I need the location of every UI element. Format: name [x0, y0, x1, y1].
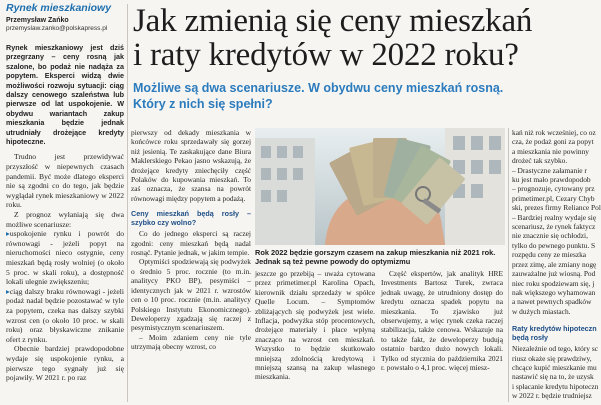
- body-paragraph: Co do jednego eksperci są raczej zgodni: ceny mieszkań będą nadal rosnąć. Pytanie jednak, w jakim tempie.: [131, 229, 251, 258]
- text-line: Niezależnie od tego, który sc: [512, 344, 598, 354]
- subheading: Ceny mieszkań będą rosły – szybko czy wolno?: [131, 209, 251, 228]
- deck-line: Możliwe są dwa scenariusze. W obydwu ceny mieszkań rosną.: [133, 81, 504, 95]
- text-line: niec roku spodziewam się, j: [512, 278, 595, 288]
- text-line: – Bardziej realny wydaje się: [512, 212, 597, 222]
- photo-caption: Rok 2022 będzie gorszym czasem na zakup mieszkania niż 2021 rok. Jednak są też pewne powody do optymizmu: [255, 248, 496, 266]
- text-column-3: [255, 269, 375, 382]
- section-rubric: Rynek mieszkaniowy: [6, 2, 112, 14]
- text-line: cza, że podaż goni za popyt: [512, 137, 594, 147]
- text-line: scenariusz, że rynek faktycz: [512, 222, 596, 232]
- text-line: primetimer.pl, Cezary Chyb: [512, 193, 595, 203]
- text-line: w dużych miastach.: [512, 306, 571, 316]
- headline-line: Jak zmienią się ceny mieszkań: [133, 3, 533, 39]
- body-paragraph: Część ekspertów, jak analityk HRE Investments Bartosz Turek, zwraca jednak uwagę, że utrudniony dostęp do kredytu oznacza spadek popytu na mieszkania. To zjawisko już obserwujemy, a więc rynek czeka raczej stabilizacja, także cenowa. Wskazuje na to także fakt, że deweloperzy budują ostatnio bardzo dużo nowych lokali. Tylko od stycznia do października 2021 r. powstało o 4,1 proc. więcej miesz-: [381, 269, 503, 373]
- bullet-item: ▸ uspokojenie rynku i powrót do równowagi - jeżeli popyt na nieruchomości nieco ostygnie, ceny mieszkań będą rosły wolniej (o około 5 proc. w skali roku), a dostępność lokali ulegnie zwiększeniu;: [6, 229, 124, 287]
- text-column-2: [131, 128, 251, 352]
- text-line: rozpędu ceny ze mieszka: [512, 250, 587, 260]
- bullet-item: ▸ ciąg dalszy braku równowagi - jeżeli podaż nadal będzie pozostawać w tyle za popytem, czeka nas dalszy szybki wzrost cen (o około 10 proc. w skali roku) oraz błyskawiczne znikanie ofert z rynku.: [6, 287, 124, 345]
- text-line: drożeć tak szybko.: [512, 156, 568, 166]
- body-paragraph: jeszcze go przebiją – uważa cytowana przez primetimer.pl Karolina Opach, kierownik działu sprzedaży w spółce Quelle Locum. – Symptomów zbliżających się podwyżek jest wiele. Inflacja, podwyżka stóp procentowych, drożejące materiały i płace wpłyną znacząco na wzrost cen mieszkań. Wszystko to będzie skutkowało mniejszą zdolnością kredytową i mniejszą szansą na zakup własnego mieszkania.: [255, 269, 375, 382]
- text-line: w 2022 r. będzie trudniejsz: [512, 391, 592, 401]
- headline-line: i raty kredytów w 2022 roku?: [133, 37, 519, 73]
- body-paragraph: Obecnie bardziej prawdopodobne wydaje się uspokojenie rynku, a pierwsze tego sygnały już się pojawiły. W 2021 r. po raz: [6, 344, 124, 383]
- column-divider: [127, 4, 128, 402]
- column-divider: [508, 128, 509, 402]
- text-line: – prognozuje, cytowany prz: [512, 184, 595, 194]
- article-photo: [255, 128, 505, 245]
- body-paragraph: – Moim zdaniem ceny nie tyle utrzymają obecny wzrost, co: [131, 332, 251, 352]
- text-line: nastawić się na to, że uzysk: [512, 372, 594, 382]
- author-email: przemyslaw.zanko@polskapress.pl: [6, 25, 108, 32]
- text-line: a mieszkania nie powinny: [512, 146, 589, 156]
- lead-paragraph: Rynek mieszkaniowy jest dziś przegrzany – ceny rosną jak szalone, bo podaż nie nadąża za popytem. Eksperci widzą dwie możliwości rozwoju sytuacji: ciąg dalszy cenowego szaleństwa lub pierwsze od lat uspokojenie. W obydwu wariantach zakup mieszkania będzie jednak utrudniały drożejące kredyty hipoteczne.: [6, 43, 124, 147]
- deck: [133, 80, 578, 112]
- text-line: – Drastyczne załamanie r: [512, 165, 587, 175]
- money-keys-illustration: [255, 128, 505, 245]
- author-name: Przemysław Zańko: [6, 17, 69, 24]
- text-line: ski, prezes firmy Reliance Pol: [512, 203, 601, 213]
- text-line: nak większego wyhamowan: [512, 287, 596, 297]
- text-line: i spłacanie kredytu hipoteczn: [512, 381, 599, 391]
- text-column-4: [381, 269, 503, 372]
- text-line: nie znacznie się ochłodzi,: [512, 231, 588, 241]
- text-line: a nawet pewnych spadków: [512, 297, 592, 307]
- body-paragraph: pierwszy od dekady mieszkania w końcówce roku sprzedawały się gorzej niż jesienią. Te zaskakujące dane Biura Maklerskiego Pekao jasno wskazują, że drożejące kredyty zniechęciły część Polaków do kupowania mieszkań. To zaś oznacza, że szansa na powrót równowagi między popytem a podażą.: [131, 128, 251, 203]
- text-line: tylko do pewnego punktu. S: [512, 240, 596, 250]
- body-paragraph: Z prognoz wyłaniają się dwa możliwe scenariusze:: [6, 210, 124, 229]
- deck-line: Który z nich się spełni?: [133, 97, 273, 111]
- text-column-5: [512, 128, 601, 405]
- text-line: riusz okaże się prawdziwy,: [512, 353, 592, 363]
- headline: [133, 4, 580, 72]
- text-line: chcące kupić mieszkanie mu: [512, 362, 597, 372]
- body-paragraph: Optymiści spodziewają się podwyżek o średnio 5 proc. rocznie (to m.in. analitycy PKO BP), pesymiści – identycznych jak w 2021 r. wzrostów cen o 10 proc. rocznie (m.in. analitycy Polskiego Instytutu Ekonomicznego). Deweloperzy zgadzają się raczej z pesymistycznym scenariuszem.: [131, 257, 251, 333]
- subheading: Raty kredytów hipoteczn: [512, 324, 597, 334]
- text-line: zauważalne już wiosną. Pod: [512, 269, 596, 279]
- body-paragraph: Trudno jest przewidywać przyszłość w niepewnych czasach pandemii. Być może dlatego eksperci nie są zgodni co do tego, jak będzie wyglądał rynek mieszkaniowy w 2022 roku.: [6, 152, 124, 210]
- left-column: [6, 2, 124, 383]
- text-line: kań niż rok wcześniej, co oz: [512, 128, 596, 137]
- subheading: będą rosły: [512, 333, 548, 343]
- text-line: ku jest mało prawdopodob: [512, 175, 591, 185]
- sidebar-body: [6, 152, 124, 382]
- text-line: przez zimę, ale zmiany nogę: [512, 259, 597, 269]
